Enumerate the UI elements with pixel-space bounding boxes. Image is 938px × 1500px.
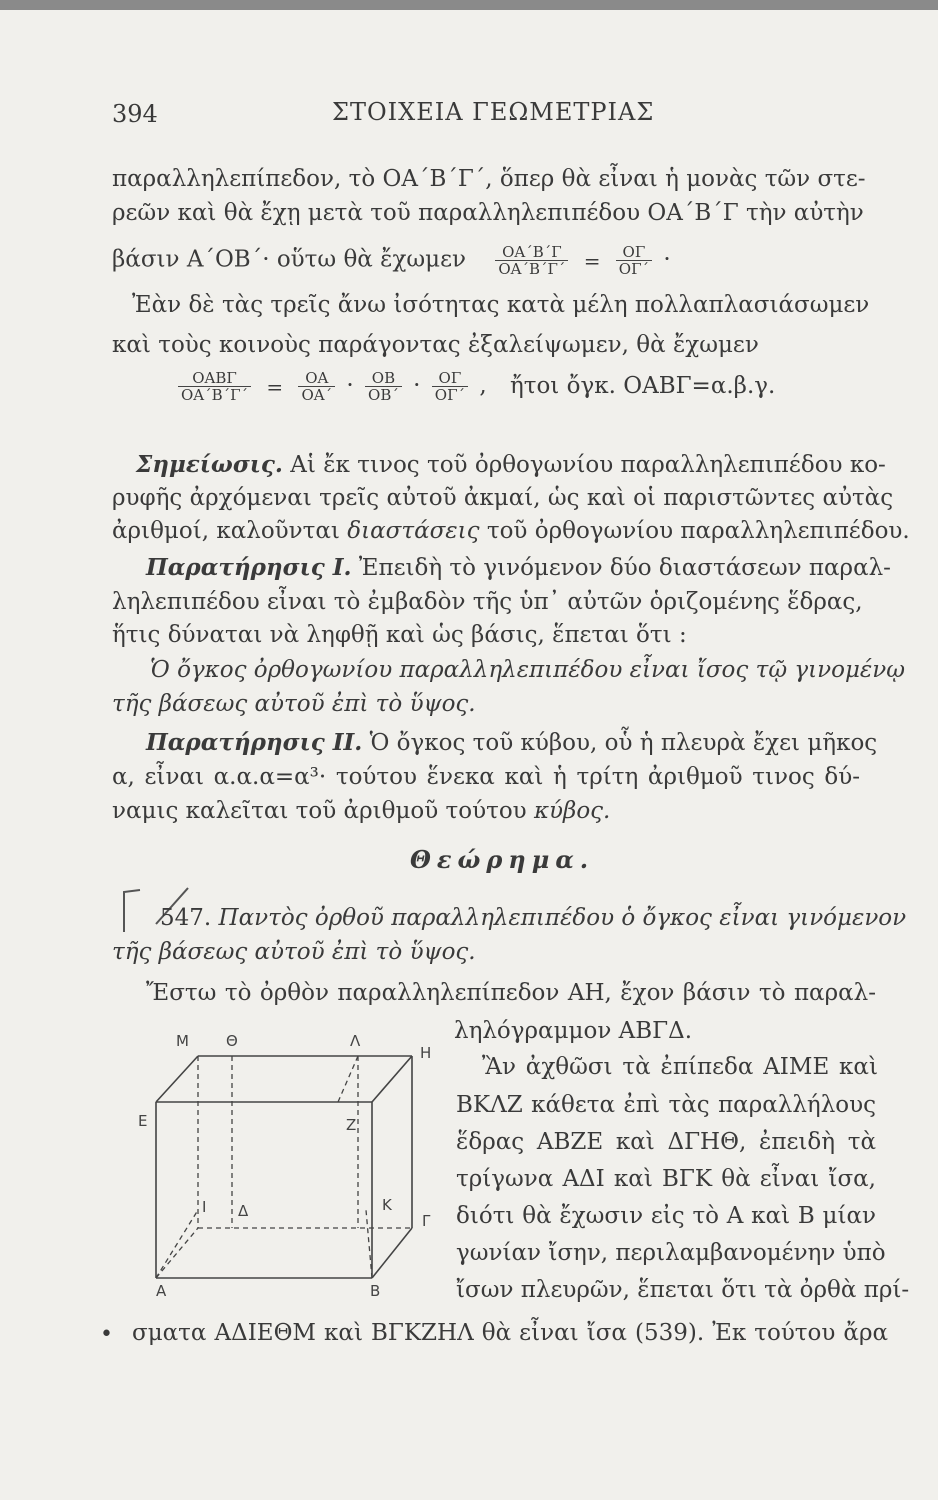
text-line (112, 516, 910, 546)
bullet-mark: • (100, 1322, 113, 1347)
text-line: παραλληλεπίπεδον, τὸ ΟΑ΄Β΄Γ΄, ὅπερ θὰ εἶναι ἡ μονὰς τῶν στε- (112, 166, 866, 192)
text-line-with-fraction (112, 244, 671, 277)
text-line: α, εἶναι α.α.α=α³· τούτου ἕνεκα καὶ ἡ τρίτη ἀριθμοῦ τινος δύ- (112, 764, 860, 790)
parallelepiped-figure (120, 1020, 450, 1305)
equals-sign: = (583, 248, 601, 273)
text-line: Ἂν ἀχθῶσι τὰ ἐπίπεδα ΑΙΜΕ καὶ (482, 1054, 878, 1080)
note-line (136, 450, 886, 480)
remark-label: Παρατήρησις I. (146, 554, 352, 581)
label-L: Λ (350, 1032, 361, 1050)
remark-line (146, 553, 891, 583)
rule-line: τῆς βάσεως αὐτοῦ ἐπὶ τὸ ὕψος. (112, 691, 476, 717)
equals-sign: = (266, 374, 284, 399)
punctuation: · (663, 246, 671, 273)
fraction-denominator: ΟΓ΄ (434, 386, 466, 404)
fraction-denominator: ΟΓ΄ (618, 260, 650, 278)
text-span: Ὁ ὄγκος τοῦ κύβου, οὗ ἡ πλευρὰ ἔχει μῆκος (369, 730, 878, 756)
note-label: Σημείωσις. (136, 451, 283, 478)
text-line: Ἐὰν δὲ τὰς τρεῖς ἄνω ἰσότητας κατὰ μέλη πολλαπλασιάσωμεν (132, 292, 870, 318)
hidden-edge-A-I (156, 1210, 198, 1278)
text-line: ληλεπιπέδου εἶναι τὸ ἐμβαδὸν τῆς ὑπ᾽ αὐτῶν ὁριζομένης ἕδρας, (112, 589, 863, 615)
fraction (616, 244, 652, 277)
multiply-dot: · (346, 372, 354, 399)
fraction (365, 370, 402, 403)
text-span: Αἱ ἔκ τινος τοῦ ὀρθογωνίου παραλληλεπιπέδου κο- (290, 452, 886, 478)
hidden-edge-B-K (366, 1210, 372, 1278)
text-line: ἕδρας ΑΒΖΕ καὶ ΔΓΗΘ, ἐπειδὴ τὰ (456, 1129, 876, 1155)
term-kybos: κύβος. (533, 798, 611, 824)
label-M: Μ (176, 1032, 189, 1050)
fraction-numerator: ΟΒ (365, 370, 402, 387)
multiply-dot: · (413, 372, 421, 399)
edge-M-E (156, 1056, 198, 1102)
text-span: βάσιν Α΄ΟΒ΄· οὕτω θὰ ἔχωμεν (112, 246, 467, 273)
label-E: Ε (138, 1112, 148, 1130)
text-line: ἴσων πλευρῶν, ἕπεται ὅτι τὰ ὀρθὰ πρί- (456, 1277, 910, 1303)
label-I: Ι (202, 1198, 207, 1216)
text-line: ΒΚΛΖ κάθετα ἐπὶ τὰς παραλλήλους (456, 1092, 876, 1118)
text-line: διότι θὰ ἔχωσιν εἰς τὸ Α καὶ Β μίαν (456, 1203, 876, 1229)
text-span: Παντὸς ὀρθοῦ παραλληλεπιπέδου ὁ ὄγκος εἶναι γινόμενον (218, 905, 907, 931)
text-span: Ἐπειδὴ τὸ γινόμενον δύο διαστάσεων παραλ- (358, 555, 891, 581)
text-line: ρυφῆς ἀρχόμεναι τρεῖς αὐτοῦ ἀκμαί, ὡς καὶ οἱ παριστῶντες αὐτὰς (112, 485, 894, 511)
label-D: Δ (238, 1202, 249, 1220)
volume-formula (174, 370, 775, 403)
text-line: ληλόγραμμον ΑΒΓΔ. (454, 1018, 693, 1044)
text-span: τοῦ ὀρθογωνίου παραλληλεπιπέδου. (486, 518, 910, 544)
theorem-title: Θεώρημα. (410, 845, 595, 874)
fraction-denominator: ΟΑ΄Β΄Γ΄ (181, 386, 249, 404)
text-span: ναμις καλεῖται τοῦ ἀριθμοῦ τούτου (112, 798, 527, 824)
fraction-numerator: ΟΑΒΓ (178, 370, 251, 387)
hidden-edge-L-Z (338, 1056, 358, 1102)
theorem-statement: τῆς βάσεως αὐτοῦ ἐπὶ τὸ ὕψος. (112, 939, 476, 965)
text-span: ἀριθμοί, καλοῦνται (112, 518, 340, 544)
label-B: Β (370, 1282, 381, 1300)
fraction-denominator: ΟΒ΄ (368, 386, 399, 404)
fraction-denominator: ΟΑ΄ (301, 386, 333, 404)
rule-line: Ὁ ὄγκος ὀρθογωνίου παραλληλεπιπέδου εἶναι ἴσος τῷ γινομένῳ (150, 657, 906, 683)
edge-B-G (372, 1228, 412, 1278)
fraction-denominator: ΟΑ΄Β΄Γ΄ (498, 260, 566, 278)
fraction-numerator: ΟΓ (432, 370, 468, 387)
text-line: Ἔστω τὸ ὀρθὸν παραλληλεπίπεδον ΑΗ, ἔχον βάσιν τὸ παραλ- (146, 980, 876, 1006)
fraction (178, 370, 251, 403)
label-A: Α (156, 1282, 167, 1300)
fraction (298, 370, 335, 403)
running-head: ΣΤΟΙΧΕΙΑ ΓΕΩΜΕΤΡΙΑΣ (332, 98, 655, 126)
text-line: καὶ τοὺς κοινοὺς παράγοντας ἐξαλείψωμεν, θὰ ἔχωμεν (112, 332, 759, 358)
fraction (495, 244, 568, 277)
text-line: τρίγωνα ΑΔΙ καὶ ΒΓΚ θὰ εἶναι ἴσα, (456, 1166, 876, 1192)
punctuation: , (479, 372, 487, 399)
term-diastaseis: διαστάσεις (347, 518, 480, 544)
hidden-edge-A-D (156, 1228, 198, 1278)
text-line: σματα ΑΔΙΕΘΜ καὶ ΒΓΚΖΗΛ θὰ εἶναι ἴσα (539). Ἐκ τούτου ἄρα (132, 1320, 888, 1346)
theorem-statement (160, 903, 907, 933)
label-Th: Θ (226, 1032, 238, 1050)
text-line (112, 796, 610, 826)
page-number: 394 (112, 100, 158, 128)
label-Z: Ζ (346, 1116, 357, 1134)
label-G: Γ (422, 1212, 431, 1230)
label-K: Κ (382, 1196, 392, 1214)
fraction-numerator: ΟΓ (616, 244, 652, 261)
theorem-number: 547. (160, 905, 212, 931)
remark-label: Παρατήρησις II. (146, 729, 363, 756)
text-line: ἥτις δύναται νὰ ληφθῇ καὶ ὡς βάσις, ἕπεται ὅτι : (112, 622, 687, 648)
fraction (432, 370, 468, 403)
text-line: ρεῶν καὶ θὰ ἔχῃ μετὰ τοῦ παραλληλεπιπέδου ΟΑ΄Β΄Γ τὴν αὐτὴν (112, 200, 864, 226)
edge-H-Z (372, 1056, 412, 1102)
remark-line (146, 728, 878, 758)
label-H: Η (420, 1044, 432, 1062)
fraction-numerator: ΟΑ΄Β΄Γ (495, 244, 568, 261)
fraction-numerator: ΟΑ (298, 370, 335, 387)
formula-result: ἤτοι ὄγκ. ΟΑΒΓ=α.β.γ. (509, 372, 776, 399)
text-line: γωνίαν ἴσην, περιλαμβανομένην ὑπὸ (456, 1240, 886, 1266)
